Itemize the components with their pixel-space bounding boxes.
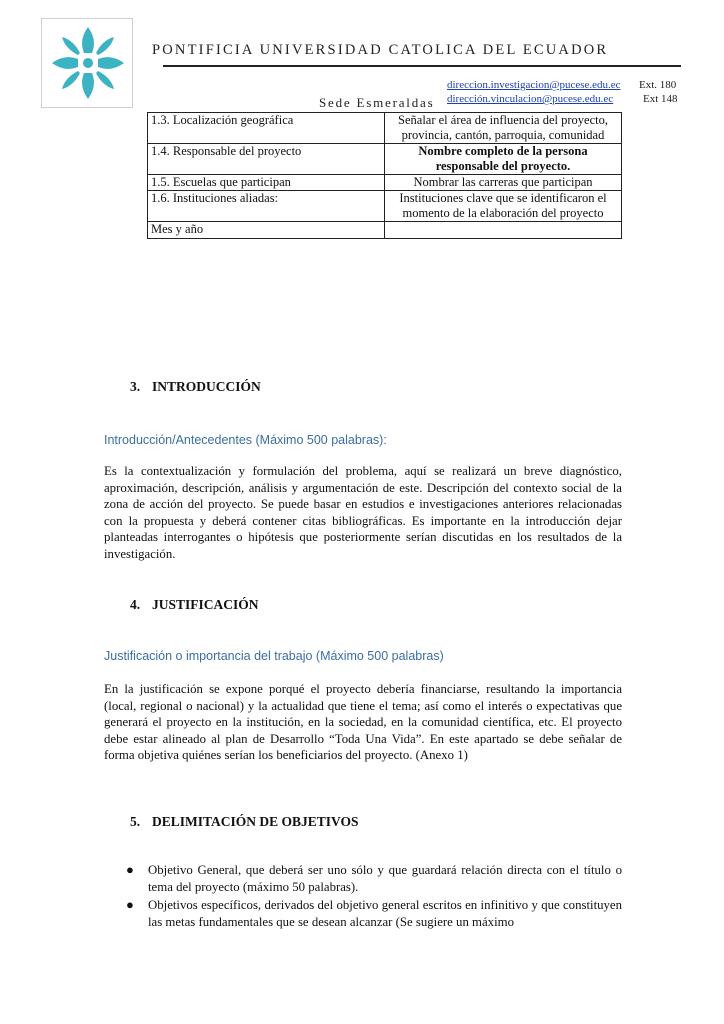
subtitle-introduccion: Introducción/Antecedentes (Máximo 500 palabras): (104, 433, 387, 447)
table-cell-label: 1.6. Instituciones aliadas: (148, 191, 385, 222)
list-item (104, 897, 622, 930)
header-rule (163, 65, 681, 67)
section-title-justificacion (130, 597, 259, 613)
table-cell-value: Señalar el área de influencia del proyecto, provincia, cantón, parroquia, comunidad (385, 113, 622, 144)
table-cell-value (385, 222, 622, 239)
table-row (148, 144, 622, 175)
contact-line-2 (447, 93, 687, 106)
sede-label: Sede Esmeraldas (319, 95, 435, 110)
table-cell-value: Instituciones clave que se identificaron el momento de la elaboración del proyecto (385, 191, 622, 222)
contact-line-1 (447, 79, 687, 92)
section-title-introduccion (130, 379, 261, 395)
bullet-icon: ● (126, 862, 134, 877)
table-cell-label: 1.4. Responsable del proyecto (148, 144, 385, 175)
bullet-icon: ● (126, 897, 134, 912)
ext-2: Ext 148 (643, 93, 678, 105)
email-vinculacion-link[interactable]: dirección.vinculacion@pucese.edu.ec (447, 93, 614, 105)
university-logo (41, 18, 133, 108)
table-row (148, 222, 622, 239)
objectives-list (104, 862, 622, 932)
section-heading: INTRODUCCIÓN (152, 379, 261, 394)
ext-1: Ext. 180 (639, 79, 677, 91)
section-number: 4. (130, 597, 141, 612)
paragraph-justificacion: En la justificación se expone porqué el proyecto debería financiarse, resultando la importancia (local, regional o nacional) y la actualidad que tiene el tema; así como el interés o expectativas que generará el proyecto en la institución, en la sociedad, en la comunidad científica, etc. El proyecto debe estar alineado al plan de Desarrollo “Toda Una Vida”. En este apartado se debe señalar de forma objetiva quiénes serían los beneficiarios del proyecto. (Anexo 1) (104, 682, 622, 762)
table-cell-value: Nombre completo de la persona responsable del proyecto. (385, 144, 622, 175)
university-name: PONTIFICIA UNIVERSIDAD CATOLICA DEL ECUADOR (152, 42, 609, 58)
table-row (148, 191, 622, 222)
table-cell-label: Mes y año (148, 222, 385, 239)
section-heading: JUSTIFICACIÓN (152, 597, 259, 612)
table-cell-label: 1.3. Localización geográfica (148, 113, 385, 144)
section-title-objetivos (130, 814, 359, 830)
table-row (148, 175, 622, 191)
list-item-text: Objetivo General, que deberá ser uno sólo y que guardará relación directa con el título o tema del proyecto (máximo 50 palabras). (148, 863, 622, 894)
section-number: 3. (130, 379, 141, 394)
list-item-text: Objetivos específicos, derivados del objetivo general escritos en infinitivo y que constituyen las metas fundamentales que se desean alcanzar (Se sugiere un máximo (148, 898, 622, 929)
project-info-table (147, 112, 622, 239)
section-number: 5. (130, 814, 141, 829)
section-heading: DELIMITACIÓN DE OBJETIVOS (152, 814, 359, 829)
email-investigacion-link[interactable]: direccion.investigacion@pucese.edu.ec (447, 79, 621, 91)
list-item (104, 862, 622, 895)
table-row (148, 113, 622, 144)
subtitle-justificacion: Justificación o importancia del trabajo (Máximo 500 palabras) (104, 649, 444, 663)
table-cell-value: Nombrar las carreras que participan (385, 175, 622, 191)
cross-logo-icon (48, 23, 128, 103)
paragraph-introduccion: Es la contextualización y formulación del problema, aquí se realizará un breve diagnóstico, aproximación, descripción, análisis y argumentación de este. Descripción del contexto social de la zona de acción del proyecto. Se puede basar en estudios e investigaciones anteriores relacionadas con la propuesta y deberá contener citas bibliográficas. Es importante en la introducción dejar planteadas interrogantes o hipótesis que posteriormente serían discutidas en los resultados de la investigación. (104, 464, 622, 561)
table-cell-label: 1.5. Escuelas que participan (148, 175, 385, 191)
